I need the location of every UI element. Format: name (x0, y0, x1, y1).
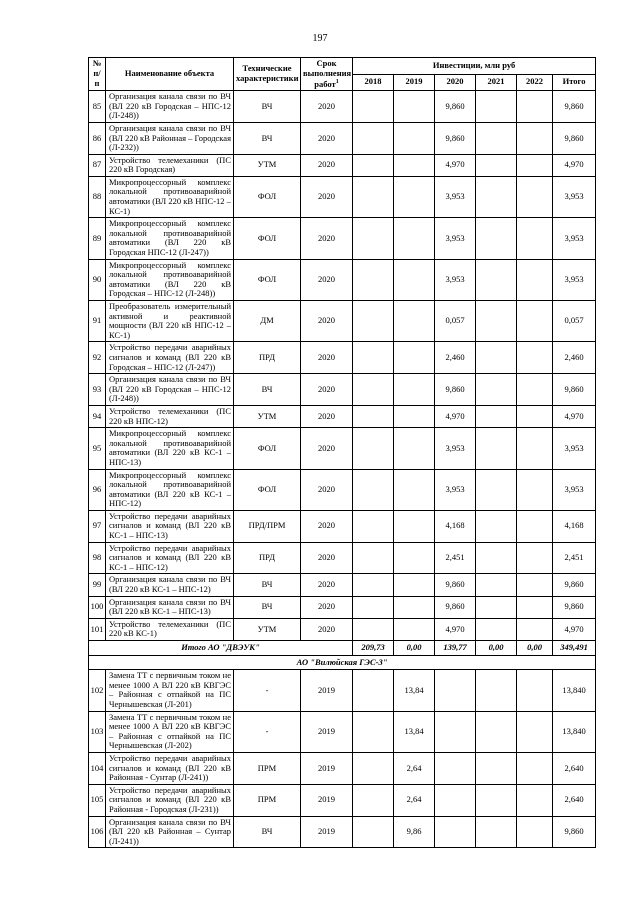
investment-value: 2,460 (553, 342, 596, 374)
table-row (89, 510, 596, 542)
investment-value (476, 816, 517, 848)
investment-value (353, 342, 394, 374)
investment-value (353, 542, 394, 574)
table-row (89, 218, 596, 259)
investment-value (476, 122, 517, 154)
tech-spec: ВЧ (234, 374, 301, 406)
investment-value (517, 301, 553, 342)
investment-value (476, 510, 517, 542)
work-term: 2020 (301, 218, 353, 259)
investment-value (353, 510, 394, 542)
object-name: Микропроцессорный комплекс локальной противоаварийной автоматики (ВЛ 220 кВ КС-1 – НПС-13) (106, 428, 234, 469)
investment-value: 3,953 (553, 259, 596, 300)
investment-value (517, 122, 553, 154)
investment-value (353, 816, 394, 848)
object-name: Замена ТТ с первичным током не менее 1000 А ВЛ 220 кВ КВГЭС – Районная с отпайкой на ПС Чернышевская (Л-201) (106, 670, 234, 711)
investment-value: 2,64 (394, 752, 435, 784)
table-row (89, 342, 596, 374)
col-header-term (301, 58, 353, 91)
row-number: 90 (89, 259, 106, 300)
investment-value: 4,970 (553, 405, 596, 427)
investment-value (353, 711, 394, 752)
work-term: 2020 (301, 259, 353, 300)
table-row (89, 752, 596, 784)
table-row (89, 428, 596, 469)
investment-value (353, 176, 394, 217)
investment-value: 3,953 (435, 428, 476, 469)
subtotal-value: 0,00 (517, 641, 553, 656)
row-number: 106 (89, 816, 106, 848)
tech-spec: УТМ (234, 405, 301, 427)
table-row (89, 374, 596, 406)
table-row (89, 574, 596, 596)
investment-value: 3,953 (435, 176, 476, 217)
row-number: 88 (89, 176, 106, 217)
table-row (89, 154, 596, 176)
row-number: 102 (89, 670, 106, 711)
investment-value (517, 711, 553, 752)
investment-value (517, 259, 553, 300)
investment-value (394, 510, 435, 542)
work-term: 2020 (301, 342, 353, 374)
subtotal-row (89, 641, 596, 656)
col-header-tech: Технические характеристики (234, 58, 301, 91)
investment-value (476, 91, 517, 123)
object-name: Организация канала связи по ВЧ (ВЛ 220 кВ Районная – Сунтар (Л-241)) (106, 816, 234, 848)
col-header-name: Наименование объекта (106, 58, 234, 91)
investment-value: 13,840 (553, 711, 596, 752)
table-row (89, 176, 596, 217)
work-term: 2020 (301, 91, 353, 123)
investment-value (476, 428, 517, 469)
col-header-total: Итого (553, 74, 596, 91)
page-number: 197 (312, 33, 328, 44)
investment-value (476, 469, 517, 510)
investment-value: 9,860 (435, 91, 476, 123)
tech-spec: ВЧ (234, 574, 301, 596)
work-term: 2019 (301, 784, 353, 816)
tech-spec: ВЧ (234, 122, 301, 154)
row-number: 101 (89, 618, 106, 640)
subtotal-value: 0,00 (394, 641, 435, 656)
work-term: 2019 (301, 816, 353, 848)
investment-value (517, 469, 553, 510)
tech-spec: ДМ (234, 301, 301, 342)
investment-value: 9,860 (553, 91, 596, 123)
investment-value (435, 816, 476, 848)
object-name: Организация канала связи по ВЧ (ВЛ 220 кВ Городская – НПС-12 (Л-248)) (106, 374, 234, 406)
col-header-year-2022: 2022 (517, 74, 553, 91)
col-header-year-2020: 2020 (435, 74, 476, 91)
work-term: 2020 (301, 510, 353, 542)
investment-value (517, 816, 553, 848)
investment-value (394, 542, 435, 574)
investment-value: 4,970 (553, 618, 596, 640)
investment-value (394, 176, 435, 217)
tech-spec: ФОЛ (234, 218, 301, 259)
table-row (89, 122, 596, 154)
investment-value: 9,860 (435, 574, 476, 596)
row-number: 92 (89, 342, 106, 374)
col-header-investments: Инвестиции, млн руб (353, 58, 596, 75)
row-number: 89 (89, 218, 106, 259)
tech-spec: - (234, 670, 301, 711)
subtotal-value: 139,77 (435, 641, 476, 656)
work-term: 2020 (301, 374, 353, 406)
table-row (89, 816, 596, 848)
object-name: Микропроцессорный комплекс локальной противоаварийной автоматики (ВЛ 220 кВ Городская НПС-12 (Л-247)) (106, 218, 234, 259)
investment-value: 3,953 (553, 176, 596, 217)
investment-value (517, 596, 553, 618)
col-header-year-2021: 2021 (476, 74, 517, 91)
tech-spec: ВЧ (234, 596, 301, 618)
work-term: 2019 (301, 670, 353, 711)
table-header (89, 58, 596, 91)
row-number: 97 (89, 510, 106, 542)
investment-value: 2,640 (553, 784, 596, 816)
investment-value (517, 176, 553, 217)
investment-value (353, 301, 394, 342)
investment-value (394, 374, 435, 406)
object-name: Устройство передачи аварийных сигналов и команд (ВЛ 220 кВ Городская – НПС-12 (Л-247)) (106, 342, 234, 374)
tech-spec: ФОЛ (234, 259, 301, 300)
tech-spec: УТМ (234, 618, 301, 640)
investment-value: 9,860 (553, 374, 596, 406)
row-number: 105 (89, 784, 106, 816)
investment-value: 9,860 (553, 574, 596, 596)
table-row (89, 91, 596, 123)
investment-value (517, 574, 553, 596)
object-name: Микропроцессорный комплекс локальной противоаварийной автоматики (ВЛ 220 кВ КС-1 – НПС-12) (106, 469, 234, 510)
table-row (89, 596, 596, 618)
investment-value (476, 259, 517, 300)
row-number: 98 (89, 542, 106, 574)
object-name: Устройство телемеханики (ПС 220 кВ НПС-12) (106, 405, 234, 427)
subtotal-value: 209,73 (353, 641, 394, 656)
investment-value: 3,953 (553, 218, 596, 259)
row-number: 94 (89, 405, 106, 427)
investment-value (353, 91, 394, 123)
investment-value (435, 752, 476, 784)
row-number: 103 (89, 711, 106, 752)
row-number: 96 (89, 469, 106, 510)
investment-value (476, 542, 517, 574)
investment-value (435, 784, 476, 816)
investment-value (476, 574, 517, 596)
investment-value (517, 428, 553, 469)
investment-value (517, 342, 553, 374)
table-row (89, 784, 596, 816)
work-term: 2019 (301, 752, 353, 784)
investment-value: 9,860 (435, 122, 476, 154)
investment-value (476, 784, 517, 816)
investment-value (353, 469, 394, 510)
row-number: 86 (89, 122, 106, 154)
subtotal-value: 349,491 (553, 641, 596, 656)
investment-value: 0,057 (435, 301, 476, 342)
object-name: Устройство телемеханики (ПС 220 кВ КС-1) (106, 618, 234, 640)
work-term: 2020 (301, 618, 353, 640)
object-name: Организация канала связи по ВЧ (ВЛ 220 кВ Районная – Городская (Л-232)) (106, 122, 234, 154)
investment-value (476, 154, 517, 176)
row-number: 85 (89, 91, 106, 123)
investment-value (394, 301, 435, 342)
work-term: 2020 (301, 542, 353, 574)
investment-value (476, 176, 517, 217)
investment-value: 13,84 (394, 670, 435, 711)
investment-value: 2,640 (553, 752, 596, 784)
investment-value (517, 752, 553, 784)
table-row (89, 469, 596, 510)
investment-value: 4,168 (553, 510, 596, 542)
investment-value (394, 342, 435, 374)
investment-value (517, 542, 553, 574)
investment-value: 9,860 (553, 122, 596, 154)
investment-value: 4,970 (553, 154, 596, 176)
investment-value (394, 122, 435, 154)
investment-value (353, 259, 394, 300)
work-term: 2020 (301, 469, 353, 510)
table-row (89, 670, 596, 711)
row-number: 87 (89, 154, 106, 176)
investment-value (517, 618, 553, 640)
row-number: 100 (89, 596, 106, 618)
subtotal-label: Итого АО "ДВЭУК" (89, 641, 353, 656)
col-header-term-label: Срок выполнения работ (303, 58, 352, 89)
work-term: 2020 (301, 428, 353, 469)
header-row-top (89, 58, 596, 75)
investment-value (394, 218, 435, 259)
object-name: Устройство передачи аварийных сигналов и команд (ВЛ 220 кВ КС-1 – НПС-12) (106, 542, 234, 574)
investment-value (517, 91, 553, 123)
investment-value (353, 428, 394, 469)
row-number: 95 (89, 428, 106, 469)
investment-value: 4,970 (435, 154, 476, 176)
table-row (89, 542, 596, 574)
col-header-num: № п/п (89, 58, 106, 91)
subtotal-value: 0,00 (476, 641, 517, 656)
investment-value: 3,953 (435, 218, 476, 259)
investment-value (517, 154, 553, 176)
section-label: АО "Вилюйская ГЭС-3" (89, 655, 596, 670)
work-term: 2020 (301, 574, 353, 596)
investment-value (476, 374, 517, 406)
investment-value (435, 670, 476, 711)
investment-value (353, 218, 394, 259)
investment-value: 3,953 (435, 259, 476, 300)
tech-spec: ВЧ (234, 91, 301, 123)
work-term: 2020 (301, 176, 353, 217)
investment-value (394, 574, 435, 596)
investment-value: 9,860 (435, 596, 476, 618)
investment-value: 0,057 (553, 301, 596, 342)
work-term: 2020 (301, 301, 353, 342)
object-name: Преобразователь измерительный активной и реактивной мощности (ВЛ 220 кВ НПС-12 – КС-1) (106, 301, 234, 342)
tech-spec: ПРД (234, 542, 301, 574)
investment-value: 9,860 (553, 596, 596, 618)
tech-spec: ПРД (234, 342, 301, 374)
investment-value: 2,64 (394, 784, 435, 816)
object-name: Устройство передачи аварийных сигналов и команд (ВЛ 220 кВ КС-1 – НПС-13) (106, 510, 234, 542)
tech-spec: ВЧ (234, 816, 301, 848)
table-body (89, 91, 596, 848)
investment-value (476, 301, 517, 342)
investment-value: 13,840 (553, 670, 596, 711)
row-number: 93 (89, 374, 106, 406)
investment-value (476, 711, 517, 752)
investment-value: 3,953 (553, 428, 596, 469)
investment-value (394, 405, 435, 427)
investment-value: 2,451 (553, 542, 596, 574)
investment-value: 2,451 (435, 542, 476, 574)
investment-value (394, 469, 435, 510)
investment-value (353, 784, 394, 816)
investment-value (476, 342, 517, 374)
investment-value (353, 122, 394, 154)
table-row (89, 259, 596, 300)
investment-value (517, 510, 553, 542)
investment-value (517, 374, 553, 406)
investment-value (476, 752, 517, 784)
col-header-year-2019: 2019 (394, 74, 435, 91)
work-term: 2020 (301, 122, 353, 154)
investment-value: 3,953 (553, 469, 596, 510)
work-term: 2020 (301, 154, 353, 176)
work-term: 2020 (301, 596, 353, 618)
table-row (89, 618, 596, 640)
table-row (89, 711, 596, 752)
investment-value: 13,84 (394, 711, 435, 752)
work-term: 2019 (301, 711, 353, 752)
row-number: 91 (89, 301, 106, 342)
investment-value: 9,860 (553, 816, 596, 848)
object-name: Организация канала связи по ВЧ (ВЛ 220 кВ Городская – НПС-12 (Л-248)) (106, 91, 234, 123)
investment-value (394, 596, 435, 618)
tech-spec: ФОЛ (234, 469, 301, 510)
row-number: 104 (89, 752, 106, 784)
investment-value (476, 218, 517, 259)
tech-spec: ФОЛ (234, 428, 301, 469)
investment-value (353, 596, 394, 618)
investment-value (353, 752, 394, 784)
investment-value: 4,970 (435, 405, 476, 427)
investment-value (476, 618, 517, 640)
investment-value: 2,460 (435, 342, 476, 374)
tech-spec: ПРМ (234, 784, 301, 816)
investment-value (435, 711, 476, 752)
tech-spec: ФОЛ (234, 176, 301, 217)
investment-table (88, 57, 596, 848)
investment-value (517, 218, 553, 259)
work-term: 2020 (301, 405, 353, 427)
investment-value (517, 405, 553, 427)
investment-value (394, 154, 435, 176)
table-row (89, 405, 596, 427)
investment-value (353, 574, 394, 596)
investment-value: 4,168 (435, 510, 476, 542)
tech-spec: ПРМ (234, 752, 301, 784)
tech-spec: - (234, 711, 301, 752)
investment-value: 3,953 (435, 469, 476, 510)
investment-value: 9,860 (435, 374, 476, 406)
object-name: Микропроцессорный комплекс локальной противоаварийной автоматики (ВЛ 220 кВ НПС-12 – КС-1) (106, 176, 234, 217)
col-header-year-2018: 2018 (353, 74, 394, 91)
investment-value (394, 259, 435, 300)
section-row (89, 655, 596, 670)
object-name: Микропроцессорный комплекс локальной противоаварийной автоматики (ВЛ 220 кВ Городская – НПС-12 (Л-248)) (106, 259, 234, 300)
investment-value (353, 154, 394, 176)
investment-value (476, 670, 517, 711)
tech-spec: УТМ (234, 154, 301, 176)
object-name: Замена ТТ с первичным током не менее 1000 А ВЛ 220 кВ КВГЭС – Районная с отпайкой на ПС Чернышевская (Л-202) (106, 711, 234, 752)
investment-value: 4,970 (435, 618, 476, 640)
investment-value (517, 784, 553, 816)
object-name: Устройство передачи аварийных сигналов и команд (ВЛ 220 кВ Районная - Сунтар (Л-241)) (106, 752, 234, 784)
investment-value (394, 91, 435, 123)
investment-value (517, 670, 553, 711)
object-name: Организация канала связи по ВЧ (ВЛ 220 кВ КС-1 – НПС-12) (106, 574, 234, 596)
investment-value (476, 405, 517, 427)
table-row (89, 301, 596, 342)
investment-value (394, 618, 435, 640)
object-name: Устройство передачи аварийных сигналов и команд (ВЛ 220 кВ Районная - Городская (Л-231)) (106, 784, 234, 816)
investment-value (476, 596, 517, 618)
investment-value (353, 618, 394, 640)
object-name: Организация канала связи по ВЧ (ВЛ 220 кВ КС-1 – НПС-13) (106, 596, 234, 618)
investment-value (394, 428, 435, 469)
investment-value: 9,86 (394, 816, 435, 848)
row-number: 99 (89, 574, 106, 596)
investment-value (353, 670, 394, 711)
investment-value (353, 405, 394, 427)
footnote-marker: 1 (335, 78, 339, 85)
object-name: Устройство телемеханики (ПС 220 кВ Городская) (106, 154, 234, 176)
tech-spec: ПРД/ПРМ (234, 510, 301, 542)
investment-value (353, 374, 394, 406)
